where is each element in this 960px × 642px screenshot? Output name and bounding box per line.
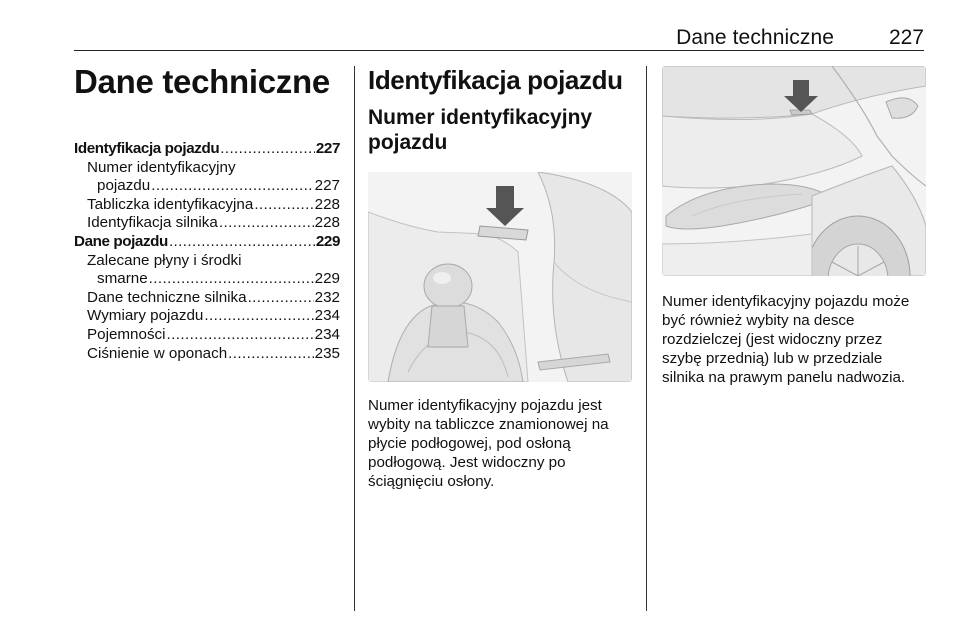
toc-leader-dots [151,177,313,196]
toc-entry-label: Pojemności [87,325,166,343]
toc-entry-line[interactable]: Zalecane płyny i środki [87,251,242,269]
toc-entry[interactable] [74,307,340,326]
section-title: Identyfikacja pojazdu [368,65,623,95]
toc-leader-dots [149,270,314,289]
vin-dashboard-description: Numer identyfikacyjny pojazdu może być również wybity na desce rozdzielczej (jest widoczny przez szybę przednią) lub w przedziale silnika na prawym panelu nadwozia. [662,293,910,386]
toc-leader-dots [167,326,314,345]
toc-leader-dots [254,196,313,215]
toc-entry-page: 229 [315,232,340,250]
running-header-page-number: 227 [888,26,924,49]
floor-panel-drawing [368,172,632,382]
toc-entry[interactable] [74,140,340,159]
toc-entry-label: Dane techniczne silnika [87,288,247,306]
vin-floor-description: Numer identyfikacyjny pojazdu jest wybity na tabliczce znamionowej na płycie podłogowej, pod osłoną podłogową. Jest widoczny po ściągnięciu osłony. [368,397,609,490]
toc-entry-label: Wymiary pojazdu [87,307,204,325]
toc-leader-dots [204,307,313,326]
toc-entry-label: pojazdu [97,177,151,195]
toc-entry-page: 235 [314,344,340,362]
vin-dashboard-column [662,66,926,387]
toc-leader-dots [219,214,314,233]
toc-entry-page: 234 [314,325,340,343]
toc-leader-dots [248,289,314,308]
vin-section-column [368,64,632,491]
toc-entry-label: Ciśnienie w oponach [87,344,228,362]
toc-entry-page: 228 [314,195,340,213]
car-front-drawing [662,66,926,276]
subsection-title: Numer identyfikacyjny pojazdu [368,106,593,154]
toc-entry[interactable] [74,196,340,215]
toc-entry[interactable] [74,233,340,252]
page-title: Dane techniczne [74,63,330,100]
toc-entry-page: 232 [314,288,340,306]
toc-entry-page: 228 [314,214,340,232]
column-divider-left [354,66,355,611]
toc-leader-dots [228,345,314,364]
floor-panel-vin-illustration [368,172,632,382]
toc-entry[interactable] [74,177,340,196]
toc-leader-dots [220,140,315,159]
toc-entry-page: 227 [314,177,340,195]
toc-entry[interactable] [74,289,340,308]
toc-entry[interactable] [74,270,340,289]
toc-entry-label: smarne [97,270,148,288]
table-of-contents [74,140,340,363]
running-header-title: Dane techniczne [676,26,834,49]
toc-entry[interactable] [74,326,340,345]
toc-leader-dots [169,233,315,252]
toc-column [74,60,340,363]
toc-entry-page: 229 [314,270,340,288]
toc-entry-label: Identyfikacja pojazdu [74,140,220,157]
column-divider-right [646,66,647,611]
toc-entry-label: Identyfikacja silnika [87,214,218,232]
toc-entry[interactable] [74,345,340,364]
toc-entry-label: Tabliczka identyfikacyjna [87,195,254,213]
windshield-vin-illustration [662,66,926,276]
toc-entry-page: 234 [314,307,340,325]
toc-entry-line[interactable]: Numer identyfikacyjny [87,158,236,176]
toc-entry-label: Dane pojazdu [74,232,168,250]
toc-entry[interactable] [74,214,340,233]
toc-entry-page: 227 [315,140,340,157]
header-rule [74,50,924,51]
